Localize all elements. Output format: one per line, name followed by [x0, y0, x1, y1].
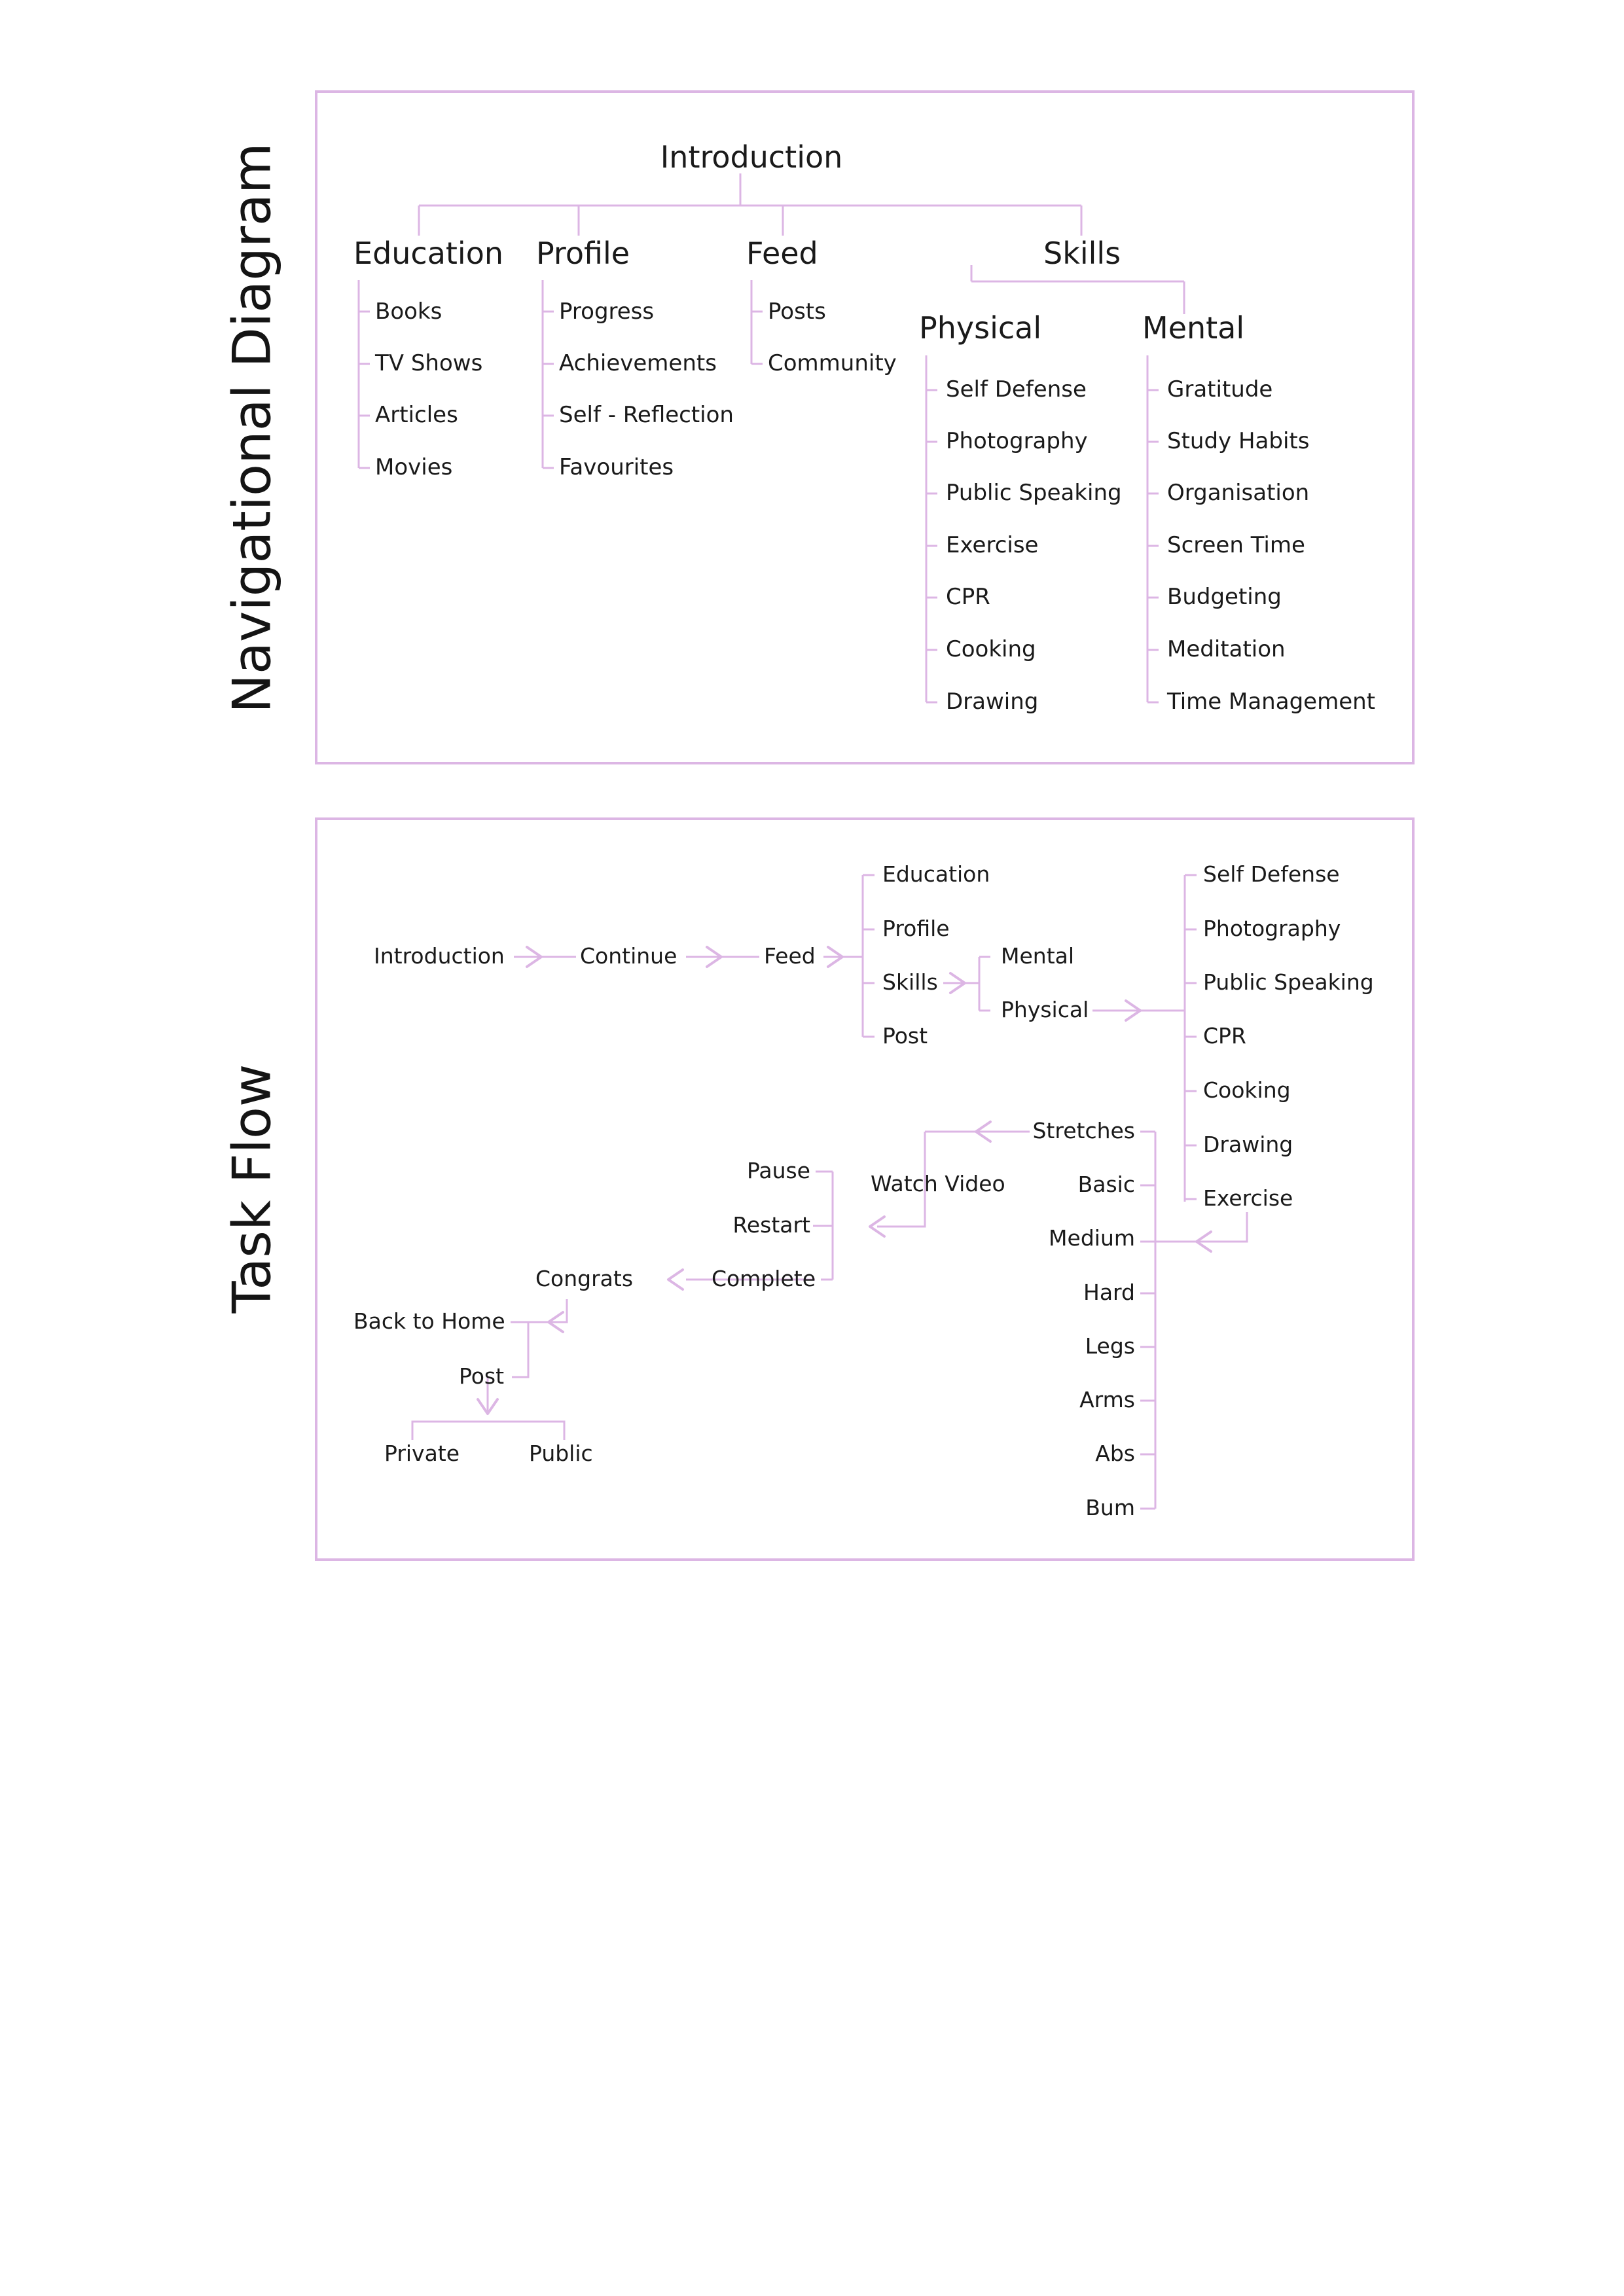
nav-mental-item: Gratitude — [1167, 376, 1273, 403]
nav-feed-item: Posts — [768, 298, 826, 325]
nav-physical-item: Drawing — [946, 689, 1039, 715]
flow-watch-video: Watch Video — [871, 1171, 1005, 1196]
flow-feed-option: Education — [882, 861, 990, 887]
nav-root-introduction: Introduction — [660, 139, 843, 175]
flow-introduction: Introduction — [374, 943, 505, 969]
flow-physical-option: Self Defense — [1203, 861, 1340, 887]
flow-physical-option: Public Speaking — [1203, 969, 1374, 995]
nav-physical-item: Self Defense — [946, 376, 1087, 403]
flow-feed: Feed — [764, 943, 816, 969]
flow-exercise-option: Medium — [1049, 1225, 1135, 1251]
flow-post-private: Private — [384, 1441, 460, 1466]
flow-post: Post — [459, 1363, 505, 1389]
flow-exercise-option: Abs — [1095, 1441, 1135, 1466]
flow-physical-option: CPR — [1203, 1023, 1246, 1049]
flow-exercise-option: Bum — [1085, 1495, 1135, 1520]
flow-congrats: Congrats — [535, 1266, 634, 1291]
flow-exercise-option: Hard — [1083, 1280, 1135, 1305]
nav-profile-item: Favourites — [559, 454, 674, 480]
nav-mental-item: Budgeting — [1167, 584, 1282, 610]
flow-feed-option: Post — [882, 1023, 928, 1049]
nav-mental-heading: Mental — [1142, 310, 1245, 346]
flow-feed-option: Profile — [882, 916, 950, 941]
nav-mental-item: Screen Time — [1167, 532, 1305, 558]
nav-feed-heading: Feed — [746, 236, 818, 271]
flow-physical-option: Cooking — [1203, 1077, 1291, 1103]
nav-physical-item: Public Speaking — [946, 480, 1122, 506]
nav-mental-item: Time Management — [1167, 689, 1375, 715]
flow-video-pause: Pause — [746, 1158, 810, 1183]
flow-exercise-option: Basic — [1077, 1172, 1135, 1197]
nav-physical-heading: Physical — [919, 310, 1042, 346]
task-flow-title: Task Flow — [221, 1064, 283, 1314]
flow-back-to-home: Back to Home — [353, 1308, 505, 1334]
nav-education-heading: Education — [353, 236, 504, 271]
nav-physical-item: Exercise — [946, 532, 1039, 558]
nav-mental-item: Organisation — [1167, 480, 1310, 506]
flow-video-restart: Restart — [732, 1212, 810, 1238]
navigational-diagram-title: Navigational Diagram — [221, 143, 283, 713]
flow-skill-option: Mental — [1001, 943, 1075, 969]
flow-continue: Continue — [580, 943, 677, 969]
nav-education-item: Articles — [375, 402, 458, 428]
nav-mental-item: Meditation — [1167, 636, 1286, 662]
flow-post-public: Public — [529, 1441, 593, 1466]
nav-feed-item: Community — [768, 350, 897, 376]
nav-mental-item: Study Habits — [1167, 428, 1310, 454]
nav-education-item: Books — [375, 298, 442, 325]
flow-exercise-option: Arms — [1079, 1387, 1135, 1412]
flow-physical-option: Exercise — [1203, 1185, 1293, 1211]
flow-exercise-option: Legs — [1085, 1333, 1135, 1359]
flow-skill-option: Physical — [1001, 997, 1089, 1022]
nav-physical-item: Photography — [946, 428, 1088, 454]
nav-profile-heading: Profile — [536, 236, 630, 271]
nav-profile-item: Progress — [559, 298, 655, 325]
flow-physical-option: Drawing — [1203, 1132, 1293, 1157]
flow-exercise-option: Stretches — [1032, 1118, 1135, 1143]
flow-video-complete: Complete — [711, 1266, 816, 1291]
flow-physical-option: Photography — [1203, 916, 1341, 941]
nav-physical-item: CPR — [946, 584, 990, 610]
nav-skills-heading: Skills — [1043, 236, 1121, 271]
nav-physical-item: Cooking — [946, 636, 1036, 662]
nav-education-item: Movies — [375, 454, 453, 480]
nav-education-item: TV Shows — [375, 350, 483, 376]
flow-feed-option: Skills — [882, 969, 938, 995]
nav-profile-item: Achievements — [559, 350, 717, 376]
nav-profile-item: Self - Reflection — [559, 402, 734, 428]
